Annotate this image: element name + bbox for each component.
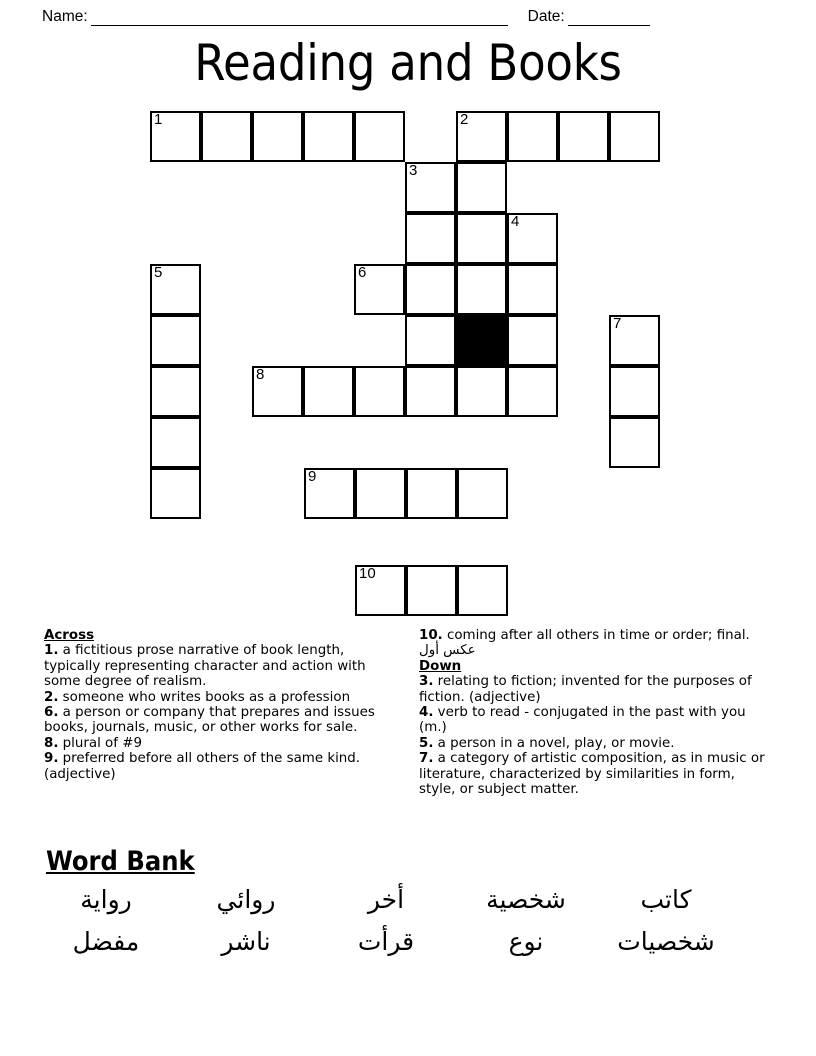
- crossword-cell[interactable]: [150, 366, 201, 417]
- clue-number: 2.: [44, 689, 59, 705]
- crossword-cell[interactable]: [252, 111, 303, 162]
- crossword-cell[interactable]: [201, 111, 252, 162]
- crossword-cell[interactable]: [609, 315, 660, 366]
- clue-text: someone who writes books as a profession: [58, 689, 351, 705]
- word-bank-word[interactable]: شخصية: [486, 885, 566, 914]
- word-bank-row: [36, 882, 736, 918]
- down-clue-4: [419, 705, 772, 736]
- crossword-cell[interactable]: [456, 264, 507, 315]
- crossword-cell[interactable]: [456, 162, 507, 213]
- crossword-cell[interactable]: [354, 366, 405, 417]
- word-bank-word[interactable]: أخر: [367, 885, 405, 914]
- date-label: Date:: [527, 8, 565, 25]
- word-bank-word[interactable]: روائي: [216, 885, 276, 914]
- crossword-cell[interactable]: [609, 417, 660, 468]
- crossword-cell[interactable]: [405, 366, 456, 417]
- crossword-cell[interactable]: [304, 468, 355, 519]
- across-clue-1: [44, 643, 397, 689]
- crossword-cell[interactable]: [456, 366, 507, 417]
- clue-text: a category of artistic composition, as in music or literature, characterized by similarities in form, style, or subject matter.: [419, 751, 765, 798]
- clue-number: 9.: [44, 751, 59, 767]
- word-bank-word[interactable]: نوع: [508, 927, 544, 956]
- crossword-cell[interactable]: [150, 417, 201, 468]
- clue-number: 7.: [419, 751, 434, 767]
- crossword-cell[interactable]: [406, 468, 457, 519]
- across-clue-8: [44, 736, 397, 751]
- crossword-cell[interactable]: [406, 565, 457, 616]
- crossword-cell[interactable]: [303, 366, 354, 417]
- crossword-cell[interactable]: [507, 264, 558, 315]
- word-bank-word[interactable]: رواية: [80, 885, 132, 914]
- clue-text: a person or company that prepares and issues books, journals, music, or other works for sale.: [44, 705, 375, 736]
- word-bank-list: [36, 882, 736, 966]
- word-bank-word[interactable]: شخصيات: [617, 927, 715, 956]
- crossword-cell[interactable]: [609, 366, 660, 417]
- clues-section: [44, 628, 772, 828]
- crossword-cell-number: 9: [308, 468, 317, 485]
- crossword-cell-number: 10: [359, 565, 376, 582]
- crossword-cell[interactable]: [609, 111, 660, 162]
- crossword-cell-number: 4: [511, 213, 520, 230]
- across-clue-6: [44, 705, 397, 736]
- clue-number: 4.: [419, 705, 434, 721]
- crossword-cell[interactable]: [405, 162, 456, 213]
- word-bank-title: Word Bank: [46, 846, 195, 877]
- clue-number: 5.: [419, 735, 434, 751]
- crossword-cell[interactable]: [507, 213, 558, 264]
- clue-text: verb to read - conjugated in the past with you (m.): [419, 705, 746, 736]
- clue-text: relating to fiction; invented for the purposes of fiction. (adjective): [419, 674, 752, 705]
- crossword-cell-number: 5: [154, 264, 163, 281]
- crossword-cell[interactable]: [507, 111, 558, 162]
- crossword-cell[interactable]: [456, 213, 507, 264]
- crossword-cell-number: 7: [613, 315, 622, 332]
- crossword-cell-number: 2: [460, 111, 469, 128]
- crossword-cell-number: 1: [154, 111, 163, 128]
- clue-text: plural of #9: [58, 735, 142, 751]
- crossword-cell[interactable]: [150, 468, 201, 519]
- crossword-cell[interactable]: [355, 565, 406, 616]
- across-clue-2: [44, 690, 397, 705]
- clue-number: 3.: [419, 674, 434, 690]
- clue-text: coming after all others in time or order; final.: [442, 628, 750, 643]
- clue-number: 1.: [44, 643, 59, 659]
- clue-number: 6.: [44, 705, 59, 721]
- crossword-cell-number: 8: [256, 366, 265, 383]
- clue-text: a person in a novel, play, or movie.: [433, 735, 675, 751]
- page-title: Reading and Books: [194, 34, 622, 92]
- down-heading: Down: [419, 658, 462, 674]
- name-label: Name:: [42, 8, 88, 25]
- crossword-cell[interactable]: [354, 264, 405, 315]
- clue-text: a fictitious prose narrative of book length, typically representing character and action with some degree of realism.: [44, 643, 366, 690]
- clue-number: 8.: [44, 735, 59, 751]
- crossword-cell[interactable]: [303, 111, 354, 162]
- crossword-cell[interactable]: [456, 111, 507, 162]
- crossword-cell[interactable]: [405, 264, 456, 315]
- crossword-cell[interactable]: [405, 213, 456, 264]
- word-bank-word[interactable]: كاتب: [640, 885, 692, 914]
- down-clue-5: [419, 736, 772, 751]
- crossword-cell[interactable]: [252, 366, 303, 417]
- crossword-cell[interactable]: [150, 111, 201, 162]
- down-clue-7: [419, 751, 772, 797]
- crossword-cell[interactable]: [150, 264, 201, 315]
- clue-number: 10.: [419, 628, 443, 643]
- across-clue-9: [44, 751, 397, 782]
- crossword-cell[interactable]: [507, 315, 558, 366]
- crossword-cell[interactable]: [507, 366, 558, 417]
- word-bank-word[interactable]: ناشر: [221, 927, 271, 956]
- crossword-cell[interactable]: [405, 315, 456, 366]
- across-heading: Across: [44, 628, 95, 643]
- crossword-blocked-cell: [456, 315, 507, 366]
- down-clue-3: [419, 674, 772, 705]
- crossword-cell[interactable]: [457, 565, 508, 616]
- crossword-cell[interactable]: [457, 468, 508, 519]
- clue-text: preferred before all others of the same kind. (adjective): [44, 751, 361, 782]
- across-clue-10: [419, 628, 772, 659]
- crossword-cell[interactable]: [354, 111, 405, 162]
- clue-arabic-hint: عكس أول: [419, 643, 476, 659]
- crossword-cell[interactable]: [558, 111, 609, 162]
- crossword-cell-number: 3: [409, 162, 418, 179]
- crossword-cell[interactable]: [355, 468, 406, 519]
- word-bank-word[interactable]: قرأت: [357, 927, 415, 956]
- word-bank-word[interactable]: مفضل: [72, 927, 140, 956]
- crossword-cell[interactable]: [150, 315, 201, 366]
- word-bank-row: [36, 924, 736, 960]
- crossword-cell-number: 6: [358, 264, 367, 281]
